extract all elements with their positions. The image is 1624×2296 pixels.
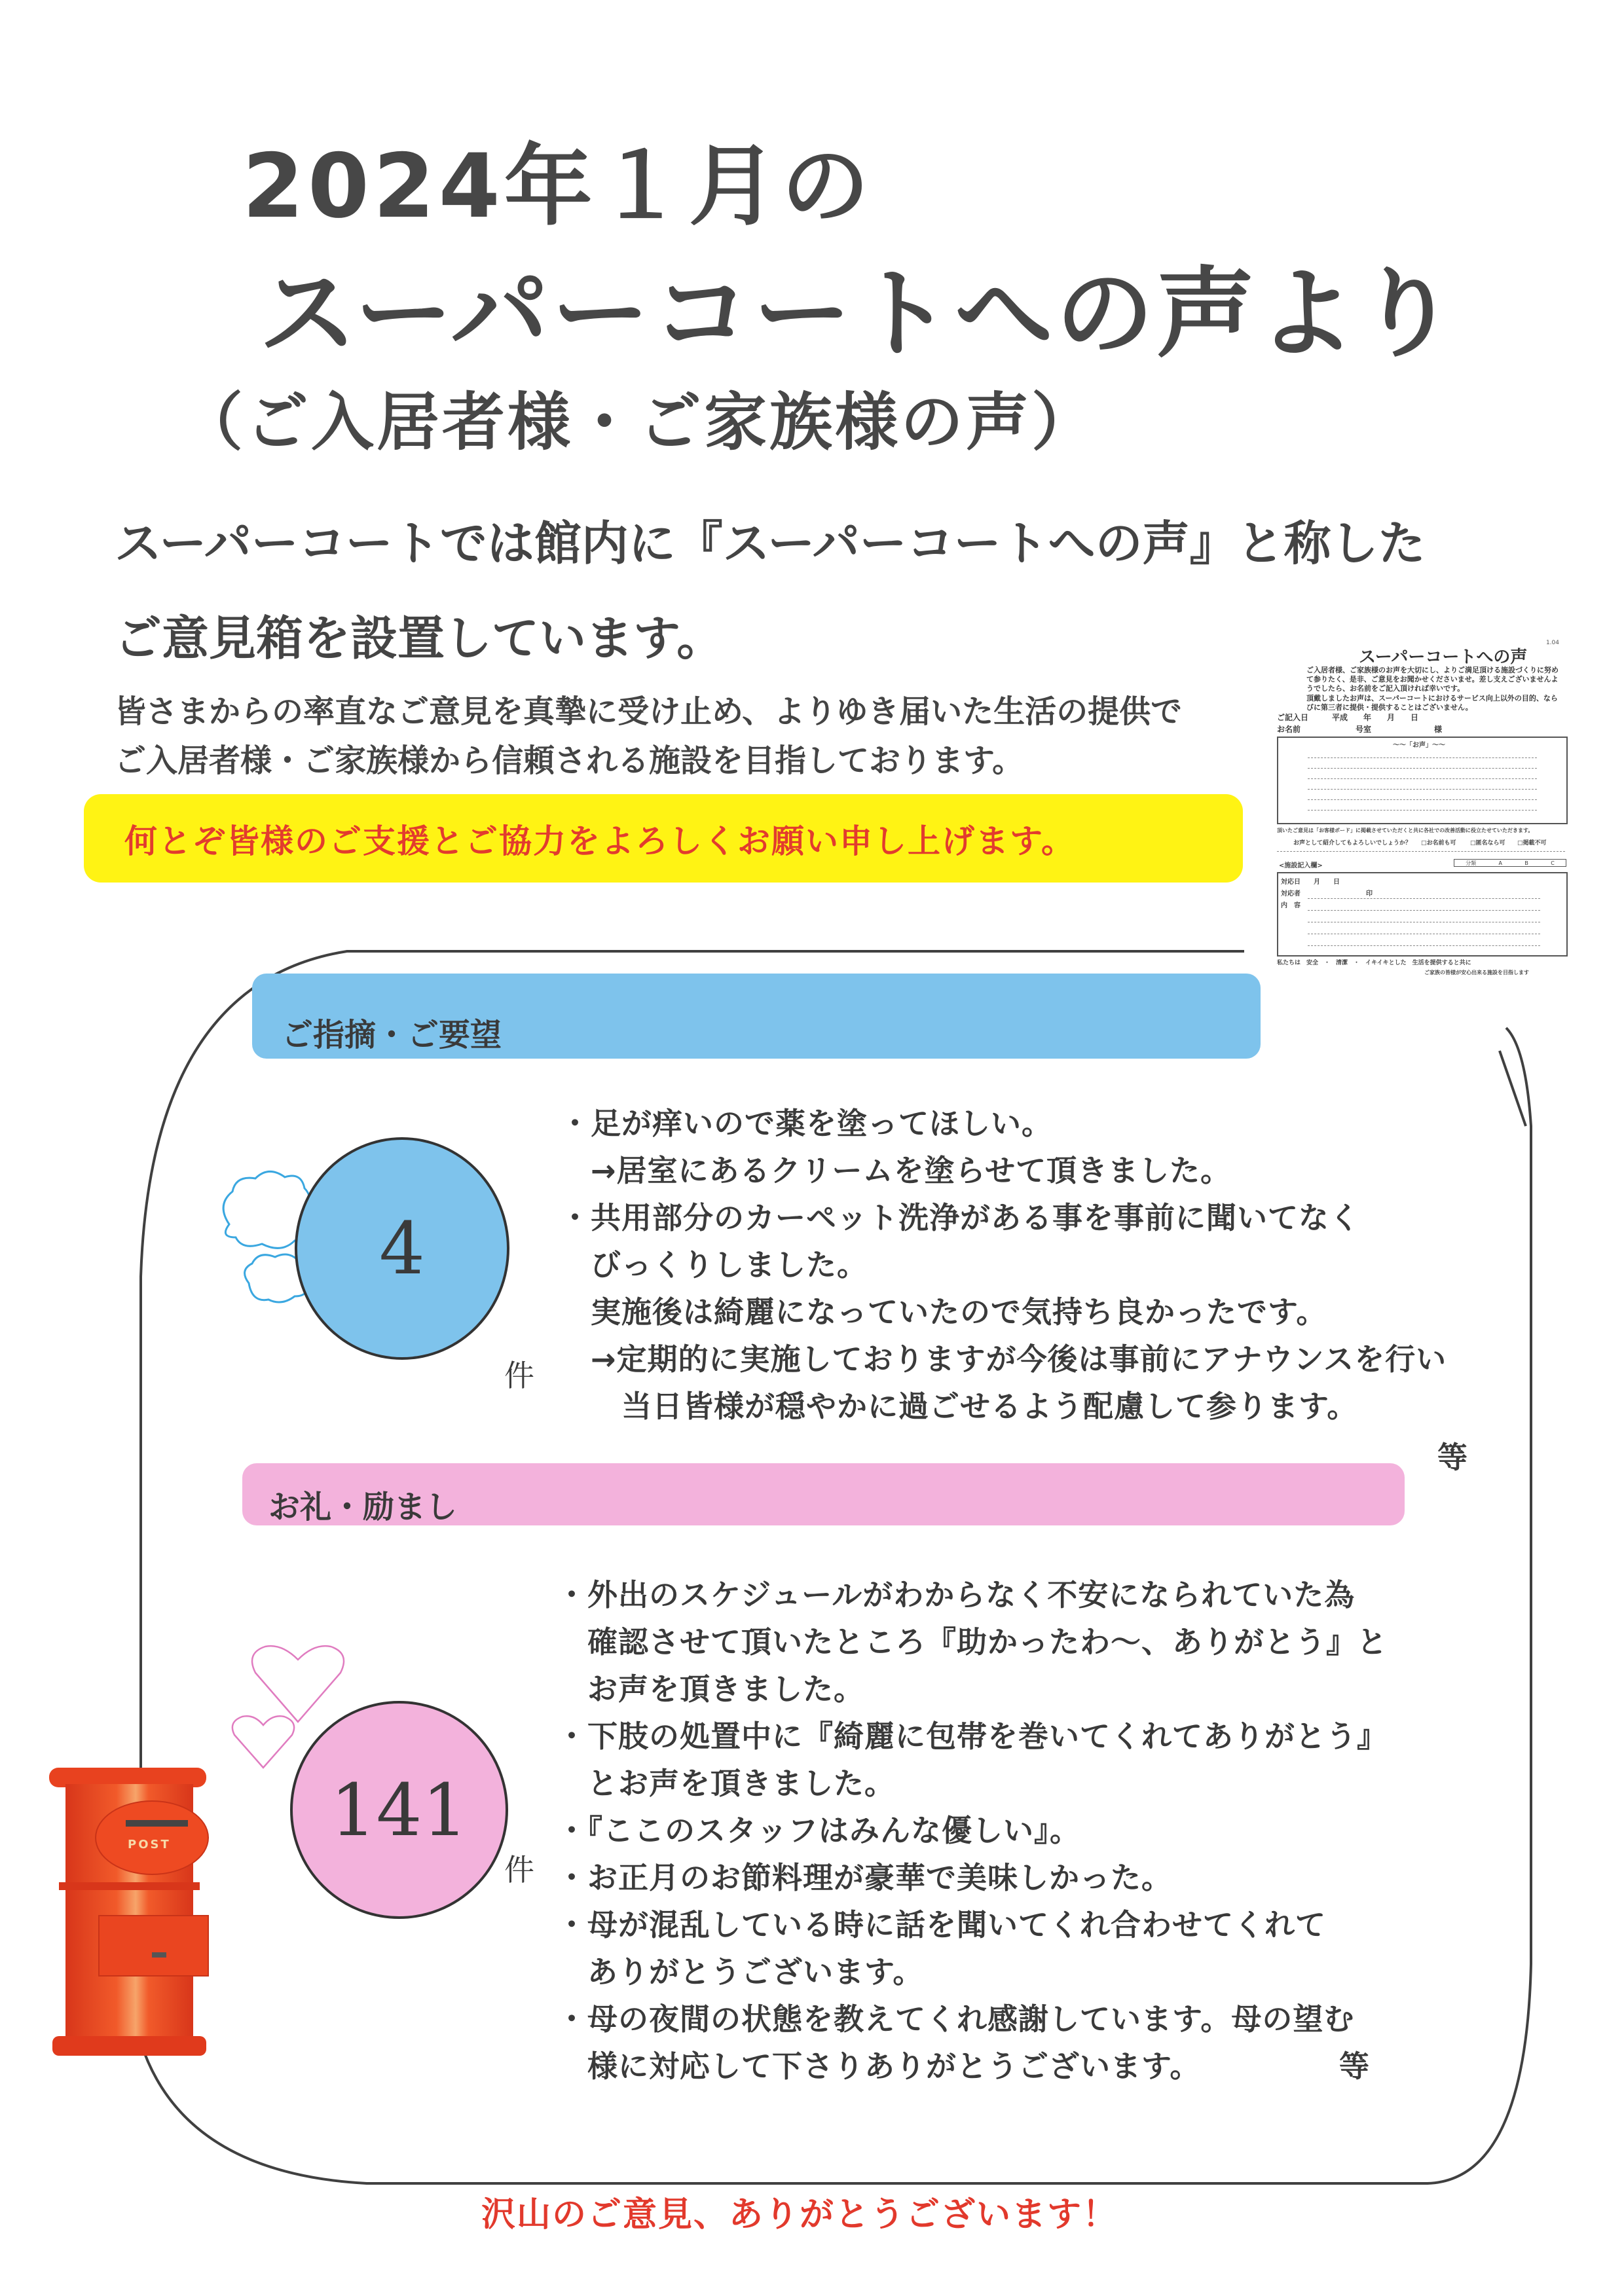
- postbox-slot: [126, 1820, 188, 1827]
- page-title-line2: スーパーコートへの声より: [259, 257, 1460, 371]
- postbox-base: [52, 2036, 206, 2056]
- thanks-etc: 等: [1339, 2049, 1369, 2084]
- requests-item: 実施後は綺麗になっていたので気持ち良かったです。: [560, 1294, 1327, 1330]
- thanks-item: ありがとうございます。: [557, 1954, 924, 1990]
- form-voice-heading: 〜〜「お声」〜〜: [1393, 742, 1445, 749]
- form-footer-1: 私たちは 安全 ・ 清潔 ・ イキイキとした 生活を提供すると共に: [1277, 960, 1471, 966]
- form-consent-option-3: □掲載不可: [1517, 840, 1547, 847]
- requests-heading-band: [252, 974, 1261, 1059]
- requests-item: ・共用部分のカーペット洗浄がある事を事前に聞いてなく: [560, 1200, 1360, 1235]
- form-para-1: ご入居者様、ご家族様のお声を大切にし、よりご満足頂ける施設づくりに努めて参りたく、是非、ご意見をお聞かせくださいませ。差し支えございませんようでしたら、お名前をご記入頂ければ幸いです。: [1306, 666, 1559, 693]
- thanks-item: ・『ここのスタッフはみんな優しい』。: [557, 1813, 1080, 1848]
- postbox-ring: [59, 1882, 200, 1890]
- requests-item: →居室にあるクリームを塗らせて頂きました。: [560, 1153, 1232, 1188]
- intro-line-1: スーパーコートでは館内に『スーパーコートへの声』と称した: [115, 516, 1426, 571]
- form-title: スーパーコートへの声: [1359, 647, 1528, 667]
- thanks-item: ・お正月のお節料理が豪華で美味しかった。: [557, 1860, 1172, 1895]
- form-staff-row-2: 対応者 印: [1281, 890, 1373, 898]
- highlight-text: 何とぞ皆様のご支援とご協力をよろしくお願い申し上げます。: [124, 822, 1075, 860]
- thanks-item: ・母の夜間の状態を教えてくれ感謝しています。母の望む: [557, 2001, 1355, 2037]
- postbox-lock: [152, 1952, 166, 1958]
- thanks-item: お声を頂きました。: [557, 1671, 864, 1707]
- page-title-line1: 2024年１月の: [242, 135, 874, 238]
- requests-etc: 等: [1437, 1440, 1467, 1475]
- postbox-slot-cover: [95, 1800, 209, 1875]
- thanks-item: ・下肢の処置中に『綺麗に包帯を巻いてくれてありがとう』: [557, 1719, 1388, 1754]
- intro-line-3: 皆さまからの率直なご意見を真摯に受け止め、よりゆき届いた生活の提供で: [115, 693, 1183, 730]
- postbox-illustration: [49, 1768, 213, 2056]
- requests-count: 4: [379, 1207, 425, 1290]
- thanks-item: ・外出のスケジュールがわからなく不安になられていた為: [557, 1577, 1356, 1613]
- intro-line-2: ご意見箱を設置しています。: [115, 611, 724, 666]
- requests-item: ・足が痒いので薬を塗ってほしい。: [560, 1106, 1052, 1141]
- form-category-table: 分類 A B C: [1454, 859, 1566, 867]
- requests-item: びっくりしました。: [560, 1247, 868, 1283]
- thanks-count: 141: [330, 1768, 468, 1852]
- thanks-unit: 件: [504, 1852, 534, 1887]
- form-para-2: 頂戴しましたお声は、スーパーコートにおけるサービス向上以外の目的、ならびに第三者に提供・提供することはございません。: [1306, 694, 1558, 712]
- form-staff-section: <施設記入欄>: [1279, 862, 1323, 869]
- requests-count-circle: [295, 1137, 509, 1360]
- intro-line-4: ご入居者様・ご家族様から信頼される施設を目指しております。: [115, 742, 1024, 779]
- requests-heading: ご指摘・ご要望: [282, 1017, 502, 1053]
- form-consent-option-2: □匿名なら可: [1470, 840, 1505, 847]
- requests-item: →定期的に実施しておりますが今後は事前にアナウンスを行い: [560, 1341, 1447, 1377]
- thanks-heading: お礼・励まし: [268, 1489, 458, 1525]
- requests-item: 当日皆様が穏やかに過ごせるよう配慮して参ります。: [560, 1389, 1358, 1424]
- form-staff-row-1: 対応日 月 日: [1281, 879, 1340, 886]
- postbox-door: [98, 1915, 209, 1977]
- thanks-count-circle: [290, 1701, 508, 1919]
- form-consent-option-1: □お名前も可: [1421, 840, 1456, 847]
- thanks-item: 確認させて頂いたところ『助かったわ～、ありがとう』と: [557, 1624, 1388, 1660]
- requests-unit: 件: [504, 1358, 534, 1393]
- thanks-heading-band: [242, 1463, 1405, 1525]
- thanks-item: ・母が混乱している時に話を聞いてくれ合わせてくれて: [557, 1907, 1326, 1942]
- form-note: 頂いたご意見は「お客様ボード」に掲載させていただくと共に各社での改善活動に役立たせていただきます。: [1277, 828, 1534, 833]
- thanks-item: とお声を頂きました。: [557, 1766, 895, 1801]
- form-row-name: お名前 号室 様: [1277, 725, 1443, 734]
- form-staff-row-3: 内 容: [1281, 902, 1301, 909]
- closing-message: 沢山のご意見、ありがとうございます！: [481, 2195, 1118, 2234]
- page-subtitle: （ご入居者様・ご家族様の声）: [180, 386, 1097, 459]
- form-consent-question: お声として紹介してもよろしいでしょうか？: [1293, 840, 1412, 847]
- postbox-label: POST: [128, 1838, 171, 1851]
- form-number: 1.04: [1545, 640, 1559, 646]
- form-footer-2: ご家族の皆様が安心出来る施設を目指します: [1424, 970, 1529, 975]
- thanks-item: 様に対応して下さりありがとうございます。: [557, 2049, 1201, 2084]
- form-row-date: ご記入日 平成 年 月 日: [1277, 713, 1419, 722]
